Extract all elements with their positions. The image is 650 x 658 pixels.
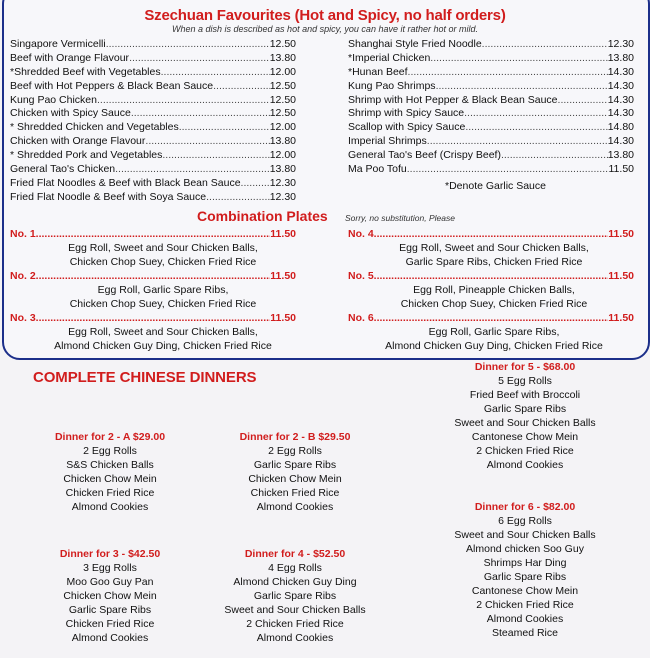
szechuan-right-list	[348, 38, 634, 177]
dinner-item: Chicken Fried Rice	[65, 487, 155, 499]
combo-desc: Egg Roll, Garlic Spare Ribs,	[97, 284, 229, 296]
dinner-block	[425, 500, 625, 640]
combo-header-2: No. 2 ..... 11.50	[10, 270, 296, 282]
dinner-item: Almond chicken Soo Guy	[466, 543, 584, 555]
dinner-item: 2 Chicken Fried Rice	[476, 599, 574, 611]
szechuan-title: Szechuan Favourites (Hot and Spicy, no half orders)	[144, 7, 506, 24]
dinner-block	[205, 547, 385, 645]
combo-desc: Chicken Chop Suey, Chicken Fried Rice	[69, 256, 257, 268]
combo-desc: Chicken Chop Suey, Chicken Fried Rice	[69, 298, 257, 310]
dinner-item: Sweet and Sour Chicken Balls	[454, 529, 596, 541]
dinners-title: COMPLETE CHINESE DINNERS	[33, 369, 257, 386]
combination-subtitle: Sorry, no substitution, Please	[345, 213, 455, 223]
combo-desc: Almond Chicken Guy Ding, Chicken Fried Rice	[385, 340, 603, 352]
dinner-header: Dinner for 5 - $68.00	[474, 361, 576, 373]
menu-item: *Hunan Beef ..... 14.30	[348, 66, 634, 80]
dinner-item: Garlic Spare Ribs	[68, 604, 152, 616]
dinner-item: Cantonese Chow Mein	[471, 431, 579, 443]
dinner-item: S&S Chicken Balls	[66, 459, 154, 471]
combo-desc: Almond Chicken Guy Ding, Chicken Fried Rice	[54, 340, 272, 352]
dinner-item: Fried Beef with Broccoli	[469, 389, 581, 401]
dinner-item: 4 Egg Rolls	[268, 562, 322, 574]
dinner-header: Dinner for 3 - $42.50	[59, 548, 161, 560]
dinner-item: Almond Cookies	[71, 632, 149, 644]
menu-item: Kung Pao Chicken ..... 12.50	[10, 94, 296, 108]
combo-header-3: No. 3 ..... 11.50	[10, 312, 296, 324]
dinner-block	[205, 430, 385, 514]
dinner-item: 3 Egg Rolls	[83, 562, 137, 574]
combo-desc: Egg Roll, Pineapple Chicken Balls,	[413, 284, 575, 296]
dinner-item: Garlic Spare Ribs	[483, 571, 567, 583]
menu-item: Shrimp with Hot Pepper & Black Bean Sauce ..... 14.30	[348, 94, 634, 108]
dinner-item: 2 Egg Rolls	[83, 445, 137, 457]
dinner-item: Chicken Fried Rice	[65, 618, 155, 630]
dinner-item: Almond Cookies	[256, 632, 334, 644]
combo-header-5: No. 5 ..... 11.50	[348, 270, 634, 282]
menu-item: Imperial Shrimps ..... 14.30	[348, 135, 634, 149]
menu-item: Ma Poo Tofu ..... 11.50	[348, 163, 634, 177]
menu-item: Fried Flat Noodles & Beef with Black Bean Sauce ..... 12.30	[10, 177, 296, 191]
dinner-item: Sweet and Sour Chicken Balls	[454, 417, 596, 429]
menu-item: Kung Pao Shrimps ..... 14.30	[348, 80, 634, 94]
dinner-header: Dinner for 2 - B $29.50	[239, 431, 351, 443]
menu-item: Scallop with Spicy Sauce ..... 14.80	[348, 121, 634, 135]
menu-item: Shrimp with Spicy Sauce ..... 14.30	[348, 107, 634, 121]
menu-item: *Shredded Beef with Vegetables ..... 12.00	[10, 66, 296, 80]
dinner-item: Chicken Chow Mein	[63, 473, 157, 485]
menu-item: *Imperial Chicken ..... 13.80	[348, 52, 634, 66]
combo-desc: Chicken Chop Suey, Chicken Fried Rice	[400, 298, 588, 310]
menu-item: General Tao's Beef (Crispy Beef) ..... 13.80	[348, 149, 634, 163]
szechuan-subtitle: When a dish is described as hot and spicy, you can have it rather hot or mild.	[172, 24, 478, 34]
dinner-item: 2 Chicken Fried Rice	[476, 445, 574, 457]
dinner-header: Dinner for 4 - $52.50	[244, 548, 346, 560]
dinner-item: 2 Chicken Fried Rice	[246, 618, 344, 630]
menu-item: Shanghai Style Fried Noodle ..... 12.30	[348, 38, 634, 52]
menu-item: Chicken with Orange Flavour ..... 13.80	[10, 135, 296, 149]
dinner-item: Chicken Fried Rice	[250, 487, 340, 499]
dinner-block	[425, 360, 625, 472]
menu-item: * Shredded Chicken and Vegetables ..... 12.00	[10, 121, 296, 135]
menu-item: General Tao's Chicken ..... 13.80	[10, 163, 296, 177]
dinner-item: Shrimps Har Ding	[483, 557, 567, 569]
dinner-item: Chicken Chow Mein	[63, 590, 157, 602]
combo-header-6: No. 6 ..... 11.50	[348, 312, 634, 324]
garlic-sauce-note: *Denote Garlic Sauce	[445, 180, 546, 192]
menu-item: Singapore Vermicelli ..... 12.50	[10, 38, 296, 52]
dinner-item: Chicken Chow Mein	[248, 473, 342, 485]
menu-item: Beef with Orange Flavour ..... 13.80	[10, 52, 296, 66]
dinner-item: Garlic Spare Ribs	[253, 459, 337, 471]
combination-title: Combination Plates	[197, 208, 328, 224]
menu-item: Beef with Hot Peppers & Black Bean Sauce ..... 12.50	[10, 80, 296, 94]
dinner-item: Almond Cookies	[486, 459, 564, 471]
dinner-header: Dinner for 2 - A $29.00	[54, 431, 166, 443]
combo-desc: Egg Roll, Garlic Spare Ribs,	[428, 326, 560, 338]
dinner-item: 2 Egg Rolls	[268, 445, 322, 457]
dinner-header: Dinner for 6 - $82.00	[474, 501, 576, 513]
menu-item: * Shredded Pork and Vegetables ..... 12.00	[10, 149, 296, 163]
menu-item: Fried Flat Noodle & Beef with Soya Sauce ..... 12.30	[10, 191, 296, 205]
combo-desc: Egg Roll, Sweet and Sour Chicken Balls,	[399, 242, 589, 254]
dinner-item: Steamed Rice	[492, 627, 558, 639]
dinner-item: 6 Egg Rolls	[498, 515, 552, 527]
combo-header-1: No. 1 ..... 11.50	[10, 228, 296, 240]
dinner-item: Almond Cookies	[256, 501, 334, 513]
dinner-item: Cantonese Chow Mein	[471, 585, 579, 597]
dinner-item: Moo Goo Guy Pan	[66, 576, 154, 588]
dinner-item: Sweet and Sour Chicken Balls	[224, 604, 366, 616]
combo-desc: Egg Roll, Sweet and Sour Chicken Balls,	[68, 242, 258, 254]
menu-item: Chicken with Spicy Sauce ..... 12.50	[10, 107, 296, 121]
combo-header-4: No. 4 ..... 11.50	[348, 228, 634, 240]
dinner-item: 5 Egg Rolls	[498, 375, 552, 387]
dinner-item: Garlic Spare Ribs	[253, 590, 337, 602]
combo-desc: Egg Roll, Sweet and Sour Chicken Balls,	[68, 326, 258, 338]
dinner-item: Garlic Spare Ribs	[483, 403, 567, 415]
dinner-block	[20, 430, 200, 514]
dinner-item: Almond Chicken Guy Ding	[233, 576, 357, 588]
szechuan-left-list	[10, 38, 296, 205]
dinner-item: Almond Cookies	[486, 613, 564, 625]
dinner-item: Almond Cookies	[71, 501, 149, 513]
combo-desc: Garlic Spare Ribs, Chicken Fried Rice	[405, 256, 583, 268]
dinner-block	[20, 547, 200, 645]
